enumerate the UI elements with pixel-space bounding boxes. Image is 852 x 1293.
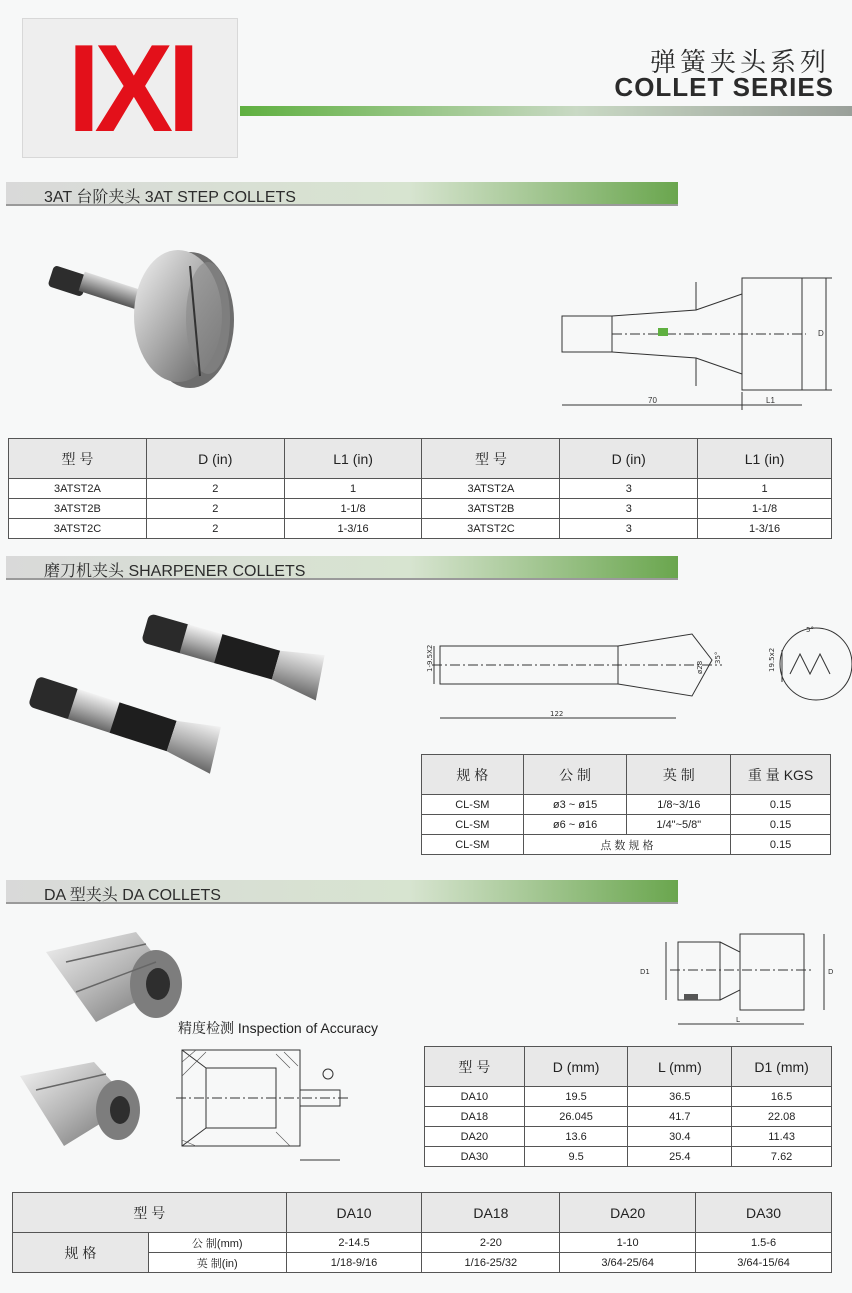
sharp-drawing-angle2: 5° <box>806 626 814 634</box>
table-cell: 16.5 <box>732 1087 832 1107</box>
inspection-drawing <box>176 1042 356 1166</box>
step-collet-drawing <box>556 270 846 420</box>
sharp-col-header: 重 量 KGS <box>731 755 831 795</box>
da-col-header: L (mm) <box>628 1047 732 1087</box>
da-col-header: D1 (mm) <box>732 1047 832 1087</box>
da-collet-drawing <box>636 924 836 1034</box>
series-title-cn: 弹簧夹头系列 <box>649 48 830 78</box>
table-cell: 30.4 <box>628 1127 732 1147</box>
table-cell: 13.6 <box>524 1127 628 1147</box>
section-title-sharpener: 磨刀机夹头 SHARPENER COLLETS <box>44 563 306 580</box>
table-cell: 7.62 <box>732 1147 832 1167</box>
sharp-drawing-length: 122 <box>550 710 564 718</box>
da-col-header: D (mm) <box>524 1047 628 1087</box>
sharp-col-header: 规 格 <box>422 755 524 795</box>
table-row <box>9 519 832 539</box>
table-cell: 3ATST2C <box>422 519 560 539</box>
table-cell: 1/18-9/16 <box>286 1253 422 1273</box>
table-cell: 1-10 <box>560 1233 696 1253</box>
da-spec-imperial-label: 英 制(in) <box>148 1253 286 1273</box>
table-cell: 3ATST2A <box>422 479 560 499</box>
step-col-header: D (in) <box>560 439 698 479</box>
table-cell: CL-SM <box>422 795 524 815</box>
da-drawing-d: D <box>828 968 834 976</box>
step-collet-table <box>8 438 832 539</box>
table-cell: 1-1/8 <box>698 499 832 519</box>
table-row <box>425 1127 832 1147</box>
table-cell: 3 <box>560 499 698 519</box>
header-divider <box>240 106 852 116</box>
table-cell: ø6 ~ ø16 <box>523 815 627 835</box>
table-cell: 11.43 <box>732 1127 832 1147</box>
sharp-drawing-angle: 35° <box>714 651 722 664</box>
table-cell: 1 <box>284 479 422 499</box>
step-col-header: D (in) <box>146 439 284 479</box>
da-spec-table <box>12 1192 832 1273</box>
da-spec-label: 规 格 <box>13 1233 149 1273</box>
da-drawing-l: L <box>736 1016 740 1024</box>
table-cell: DA10 <box>425 1087 525 1107</box>
inspection-caption: 精度检测 Inspection of Accuracy <box>178 1020 378 1036</box>
step-col-header: L1 (in) <box>698 439 832 479</box>
da-spec-model: DA10 <box>286 1193 422 1233</box>
table-cell: ø3 ~ ø15 <box>523 795 627 815</box>
sharpener-collet-drawing <box>412 620 852 720</box>
table-cell: CL-SM <box>422 815 524 835</box>
table-cell: 1-3/16 <box>284 519 422 539</box>
table-cell: 19.5 <box>524 1087 628 1107</box>
table-cell: 1-1/8 <box>284 499 422 519</box>
table-cell: 3ATST2B <box>422 499 560 519</box>
table-cell: 0.15 <box>731 815 831 835</box>
table-row <box>425 1087 832 1107</box>
brand-logo <box>22 18 238 158</box>
table-cell: 3ATST2B <box>9 499 147 519</box>
table-cell: 点 数 规 格 <box>523 835 731 855</box>
table-row <box>425 1147 832 1167</box>
table-cell: 41.7 <box>628 1107 732 1127</box>
sharp-col-header: 公 制 <box>523 755 627 795</box>
da-spec-model-label: 型 号 <box>13 1193 287 1233</box>
table-cell: 2-20 <box>422 1233 560 1253</box>
table-cell: 2 <box>146 499 284 519</box>
series-title-en: COLLET SERIES <box>614 72 834 102</box>
table-cell: 3ATST2A <box>9 479 147 499</box>
step-col-header: 型 号 <box>422 439 560 479</box>
table-cell: 1/8~3/16 <box>627 795 731 815</box>
table-cell: 1 <box>698 479 832 499</box>
step-col-header: 型 号 <box>9 439 147 479</box>
table-cell: 3/64-25/64 <box>560 1253 696 1273</box>
table-cell: 1-3/16 <box>698 519 832 539</box>
table-row <box>422 835 831 855</box>
table-cell: DA20 <box>425 1127 525 1147</box>
table-row <box>422 795 831 815</box>
da-spec-model: DA18 <box>422 1193 560 1233</box>
table-cell: 9.5 <box>524 1147 628 1167</box>
sharp-drawing-thread2: 19.5x2 <box>768 647 776 672</box>
table-row <box>425 1107 832 1127</box>
table-cell: 2 <box>146 519 284 539</box>
table-cell: 2 <box>146 479 284 499</box>
table-row <box>422 815 831 835</box>
table-cell: CL-SM <box>422 835 524 855</box>
section-title-step: 3AT 台阶夹头 3AT STEP COLLETS <box>44 189 296 206</box>
step-drawing-length: 70 <box>648 396 657 405</box>
da-collet-table <box>424 1046 832 1167</box>
table-cell: 0.15 <box>731 795 831 815</box>
step-drawing-l1: L1 <box>766 396 775 405</box>
table-row <box>9 479 832 499</box>
table-row <box>13 1233 832 1253</box>
da-drawing-d1: D1 <box>640 968 650 976</box>
section-title-da: DA 型夹头 DA COLLETS <box>44 887 221 904</box>
da-col-header: 型 号 <box>425 1047 525 1087</box>
table-cell: 1/16-25/32 <box>422 1253 560 1273</box>
sharp-drawing-thread: 1-9.5X2 <box>426 644 434 672</box>
sharp-col-header: 英 制 <box>627 755 731 795</box>
sharpener-collet-table <box>421 754 831 855</box>
table-cell: 22.08 <box>732 1107 832 1127</box>
da-collet-photo-2 <box>14 1056 144 1156</box>
table-cell: 3ATST2C <box>9 519 147 539</box>
table-cell: 2-14.5 <box>286 1233 422 1253</box>
step-collet-photo <box>40 238 240 398</box>
step-drawing-d: D <box>818 329 824 338</box>
da-collet-photo-1 <box>36 922 186 1032</box>
table-cell: 26.045 <box>524 1107 628 1127</box>
table-cell: 3/64-15/64 <box>696 1253 832 1273</box>
table-cell: DA30 <box>425 1147 525 1167</box>
table-cell: 1.5-6 <box>696 1233 832 1253</box>
sharp-drawing-dia: ø28 <box>696 660 704 674</box>
step-col-header: L1 (in) <box>284 439 422 479</box>
da-spec-model: DA20 <box>560 1193 696 1233</box>
table-cell: 1/4"~5/8" <box>627 815 731 835</box>
logo-text: IXI <box>67 20 195 158</box>
sharpener-collet-photo <box>20 610 340 780</box>
table-cell: 3 <box>560 479 698 499</box>
table-cell: DA18 <box>425 1107 525 1127</box>
da-spec-model: DA30 <box>696 1193 832 1233</box>
table-row <box>9 499 832 519</box>
table-cell: 3 <box>560 519 698 539</box>
table-cell: 0.15 <box>731 835 831 855</box>
table-cell: 36.5 <box>628 1087 732 1107</box>
da-spec-metric-label: 公 制(mm) <box>148 1233 286 1253</box>
table-cell: 25.4 <box>628 1147 732 1167</box>
